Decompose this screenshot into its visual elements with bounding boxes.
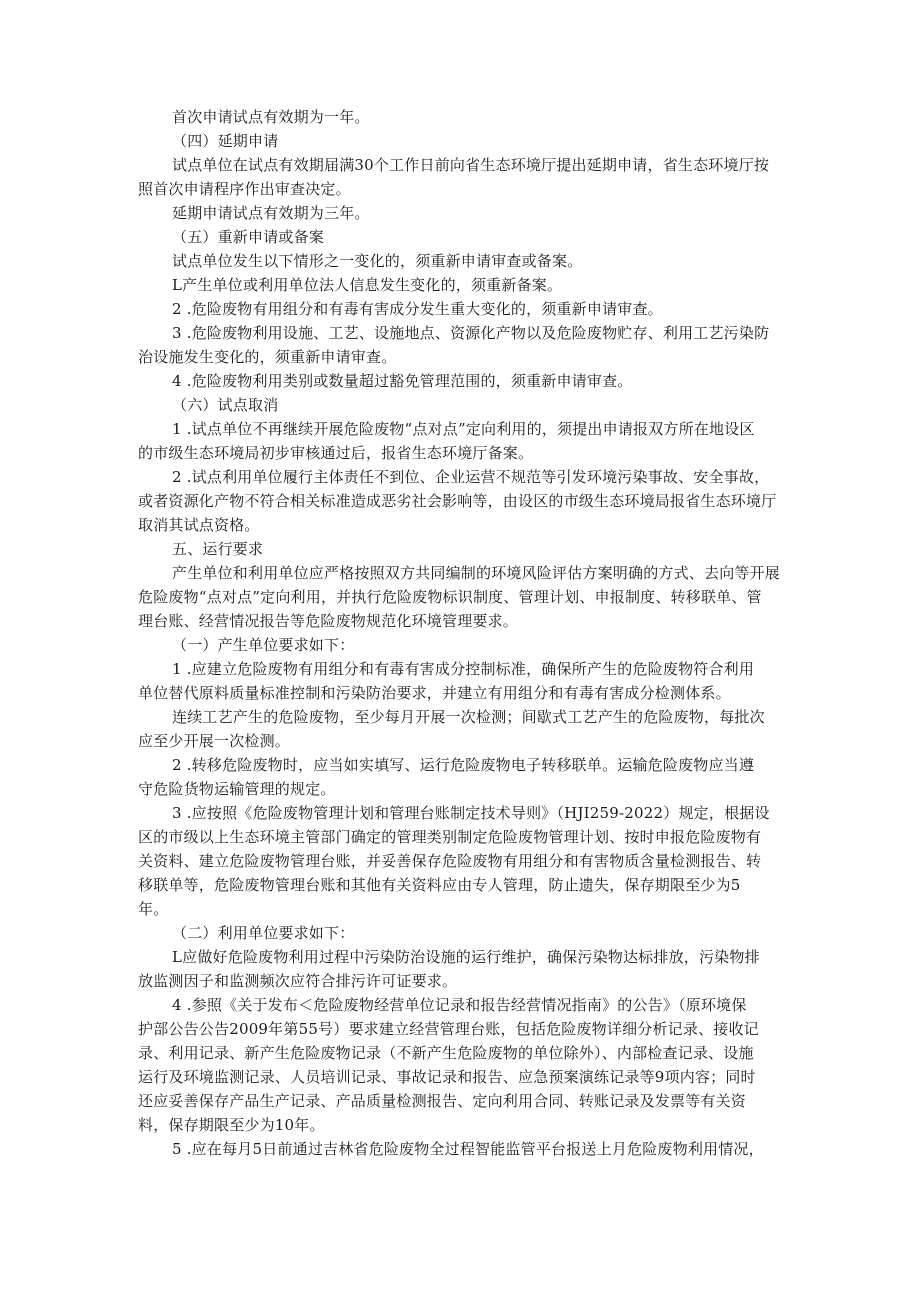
list-item-line: 4 .参照《关于发布＜危险废物经营单位记录和报告经营情况指南》的公告》（原环境保 <box>172 996 747 1014</box>
section-heading: （四）延期申请 <box>172 132 279 150</box>
paragraph-line: 首次申请试点有效期为一年。 <box>172 108 370 126</box>
list-item-line: 1 .应建立危险废物有用组分和有毒有害成分控制标准，确保所产生的危险废物符合利用 <box>172 660 755 678</box>
paragraph-line: 守危险货物运输管理的规定。 <box>138 780 336 798</box>
paragraph-line: 延期申请试点有效期为三年。 <box>172 204 370 222</box>
list-item-line: 2 .试点利用单位履行主体责任不到位、企业运营不规范等引发环境污染事故、安全事故， <box>172 468 770 486</box>
list-item-line: 3 .危险废物利用设施、工艺、设施地点、资源化产物以及危险废物贮存、利用工艺污染防 <box>172 324 770 342</box>
paragraph-line: 试点单位在试点有效期届满30个工作日前向省生态环境厅提出延期申请，省生态环境厅按 <box>172 156 770 174</box>
list-item-line: L应做好危险废物利用过程中污染防治设施的运行维护，确保污染物达标排放，污染物排 <box>172 948 760 966</box>
section-heading: 五、运行要求 <box>172 540 264 558</box>
section-heading: （一）产生单位要求如下： <box>172 636 355 654</box>
list-item-line: 2 .转移危险废物时，应当如实填写、运行危险废物电子转移联单。运输危险废物应当遵 <box>172 756 755 774</box>
paragraph-line: 危险废物“点对点”定向利用，并执行危险废物标识制度、管理计划、申报制度、转移联单、管 <box>138 588 762 606</box>
paragraph-line: 放监测因子和监测频次应符合排污许可证要求。 <box>138 972 458 990</box>
paragraph-line: 还应妥善保存产品生产记录、产品质量检测报告、定向利用合同、转账记录及发票等有关资 <box>138 1092 747 1110</box>
paragraph-line: 试点单位发生以下情形之一变化的，须重新申请审查或备案。 <box>172 252 583 270</box>
paragraph-line: 区的市级以上生态环境主管部门确定的管理类别制定危险废物管理计划、按时申报危险废物有 <box>138 828 762 846</box>
list-item-line: 2 .危险废物有用组分和有毒有害成分发生重大变化的，须重新申请审查。 <box>172 300 663 318</box>
list-item-line: 5 .应在每月5日前通过吉林省危险废物全过程智能监管平台报送上月危险废物利用情况， <box>172 1140 764 1158</box>
paragraph-line: 产生单位和利用单位应严格按照双方共同编制的环境风险评估方案明确的方式、去向等开展 <box>172 564 781 582</box>
paragraph-line: 或者资源化产物不符合相关标准造成恶劣社会影响等，由设区的市级生态环境局报省生态环境厅 <box>138 492 777 510</box>
paragraph-line: 年。 <box>138 900 169 918</box>
paragraph-line: 连续工艺产生的危险废物，至少每月开展一次检测；间歇式工艺产生的危险废物，每批次 <box>172 708 765 726</box>
list-item-line: 1 .试点单位不再继续开展危险废物“点对点”定向利用的，须提出申请报双方所在地设区 <box>172 420 755 438</box>
paragraph-line: 料，保存期限至少为10年。 <box>138 1116 325 1134</box>
paragraph-line: 治设施发生变化的，须重新申请审查。 <box>138 348 397 366</box>
list-item-line: 3 .应按照《危险废物管理计划和管理台账制定技术导则》（HJI259-2022）规定，根据设 <box>172 804 770 822</box>
paragraph-line: 移联单等，危险废物管理台账和其他有关资料应由专人管理，防止遗失，保存期限至少为5 <box>138 876 741 894</box>
list-item-line: 4 .危险废物利用类别或数量超过豁免管理范围的，须重新申请审查。 <box>172 372 633 390</box>
section-heading: （六）试点取消 <box>172 396 279 414</box>
paragraph-line: 取消其试点资格。 <box>138 516 260 534</box>
section-heading: （五）重新申请或备案 <box>172 228 325 246</box>
paragraph-line: 的市级生态环境局初步审核通过后，报省生态环境厅备案。 <box>138 444 534 462</box>
paragraph-line: 录、利用记录、新产生危险废物记录（不新产生危险废物的单位除外）、内部检查记录、设施 <box>138 1044 754 1062</box>
paragraph-line: 理台账、经营情况报告等危险废物规范化环境管理要求。 <box>138 612 519 630</box>
paragraph-line: 护部公告公告2009年第55号）要求建立经营管理台账，包括危险废物详细分析记录、接收记 <box>138 1020 759 1038</box>
paragraph-line: 运行及环境监测记录、人员培训记录、事故记录和报告、应急预案演练记录等9项内容；同时 <box>138 1068 756 1086</box>
paragraph-line: 应至少开展一次检测。 <box>138 732 291 750</box>
section-heading: （二）利用单位要求如下： <box>172 924 355 942</box>
paragraph-line: L产生单位或利用单位法人信息发生变化的，须重新备案。 <box>172 276 563 294</box>
paragraph-line: 单位替代原料质量标准控制和污染防治要求，并建立有用组分和有毒有害成分检测体系。 <box>138 684 731 702</box>
paragraph-line: 关资料、建立危险废物管理台账，并妥善保存危险废物有用组分和有害物质含量检测报告、转 <box>138 852 762 870</box>
paragraph-line: 照首次申请程序作出审查决定。 <box>138 180 351 198</box>
